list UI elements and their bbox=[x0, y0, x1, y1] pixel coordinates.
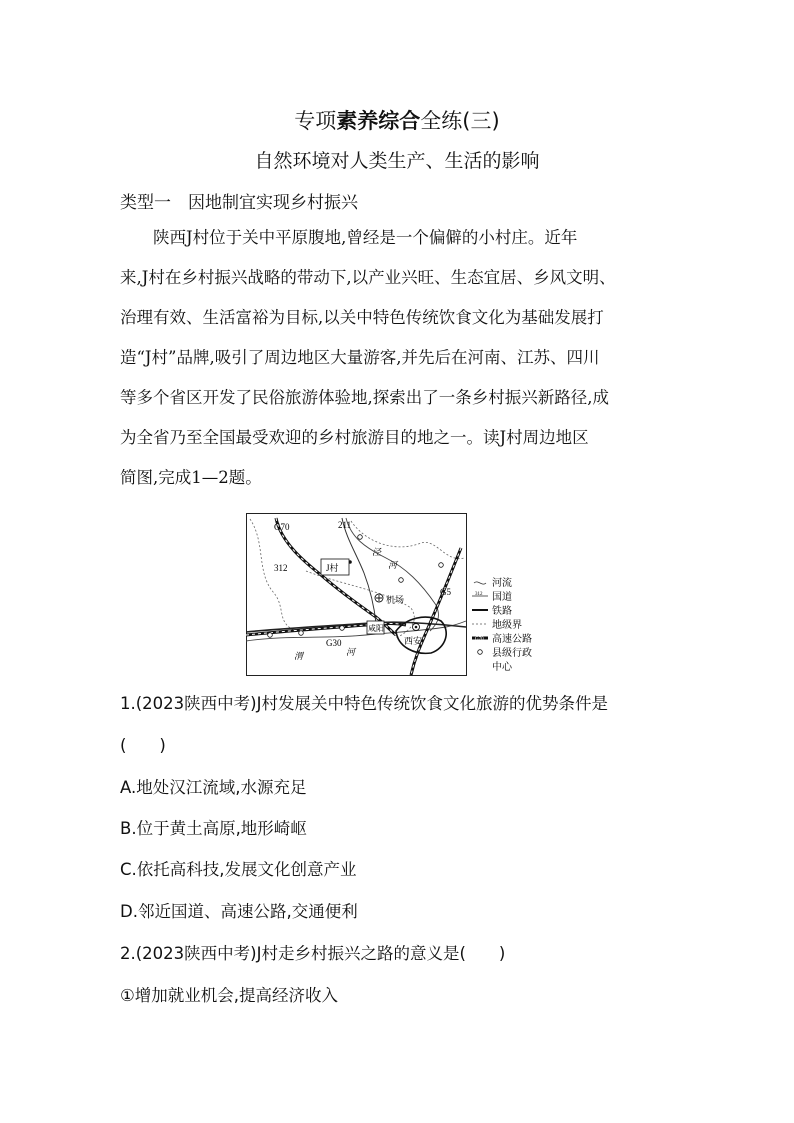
label-wei: 渭 bbox=[294, 651, 304, 661]
county-center-dot bbox=[340, 626, 345, 631]
county-center-dot bbox=[399, 578, 404, 583]
passage-line: 为全省乃至全国最受欢迎的乡村旅游目的地之一。读J村周边地区 bbox=[120, 428, 589, 447]
county-center-dot bbox=[268, 633, 273, 638]
legend-river-symbol bbox=[474, 582, 486, 584]
county-center-dot bbox=[299, 631, 304, 636]
label-g5: G5 bbox=[440, 587, 451, 597]
label-xian: 西安 bbox=[404, 636, 423, 646]
title-part-3: 全练(三) bbox=[420, 109, 500, 133]
passage-line: 来,J村在乡村振兴战略的带动下,以产业兴旺、生态宜居、乡风文明、 bbox=[120, 268, 616, 287]
label-airport: 机场 bbox=[386, 595, 405, 605]
passage-line: 造“J村”品牌,吸引了周边地区大量游客,并先后在河南、江苏、四川 bbox=[120, 348, 600, 367]
label-j-village: J村 bbox=[326, 563, 339, 573]
map-figure bbox=[246, 513, 550, 676]
legend-national-road: 国道 bbox=[492, 592, 512, 603]
question-2-item-1: ①增加就业机会,提高经济收入 bbox=[120, 986, 339, 1005]
question-1-option-a: A.地处汉江流域,水源充足 bbox=[120, 778, 307, 797]
question-1-option-c: C.依托高科技,发展文化创意产业 bbox=[120, 860, 357, 879]
title-part-1: 专项 bbox=[294, 109, 337, 133]
legend-hw-code: G70 bbox=[475, 637, 484, 642]
label-312: 312 bbox=[274, 563, 288, 573]
question-2-stem: 2.(2023陕西中考)J村走乡村振兴之路的意义是( ) bbox=[120, 944, 506, 963]
passage bbox=[120, 218, 690, 498]
label-he-1: 河 bbox=[388, 560, 398, 570]
label-xianyang: 咸阳 bbox=[368, 624, 384, 633]
legend-boundary: 地级界 bbox=[492, 620, 522, 631]
legend-county-symbol bbox=[478, 650, 483, 655]
page-subtitle: 自然环境对人类生产、生活的影响 bbox=[254, 150, 540, 172]
label-211: 211 bbox=[338, 520, 352, 530]
question-1-option-d: D.邻近国道、高速公路,交通便利 bbox=[120, 902, 358, 921]
section-type-label: 类型一 因地制宜实现乡村振兴 bbox=[120, 193, 358, 213]
question-1-option-b: B.位于黄土高原,地形崎岖 bbox=[120, 819, 307, 838]
passage-line: 陕西J村位于关中平原腹地,曾经是一个偏僻的小村庄。近年 bbox=[120, 228, 578, 247]
passage-line: 治理有效、生活富裕为目标,以关中特色传统饮食文化为基础发展打 bbox=[120, 308, 604, 327]
county-center-dot bbox=[358, 535, 363, 540]
label-jing: 泾 bbox=[372, 547, 382, 557]
legend-railway: 铁路 bbox=[492, 606, 512, 617]
legend-county-1: 县级行政 bbox=[492, 648, 532, 659]
map-legend bbox=[472, 576, 532, 673]
legend-road-code: 312 bbox=[475, 592, 483, 597]
passage-line: 简图,完成1—2题。 bbox=[120, 468, 262, 487]
question-1-answer-paren: ( ) bbox=[120, 736, 166, 755]
page-title bbox=[0, 105, 794, 135]
question-1-stem: 1.(2023陕西中考)J村发展关中特色传统饮食文化旅游的优势条件是 bbox=[120, 694, 608, 713]
title-part-2: 素养综合 bbox=[336, 109, 421, 133]
passage-line: 等多个省区开发了民俗旅游体验地,探索出了一条乡村振兴新路径,成 bbox=[120, 388, 609, 407]
label-g30: G30 bbox=[326, 638, 342, 648]
label-g70: G70 bbox=[274, 522, 290, 532]
county-center-dot bbox=[439, 563, 444, 568]
label-he-2: 河 bbox=[346, 647, 356, 657]
legend-river: 河流 bbox=[492, 578, 512, 589]
legend-highway: 高速公路 bbox=[492, 634, 532, 645]
legend-county-2: 中心 bbox=[492, 662, 512, 673]
